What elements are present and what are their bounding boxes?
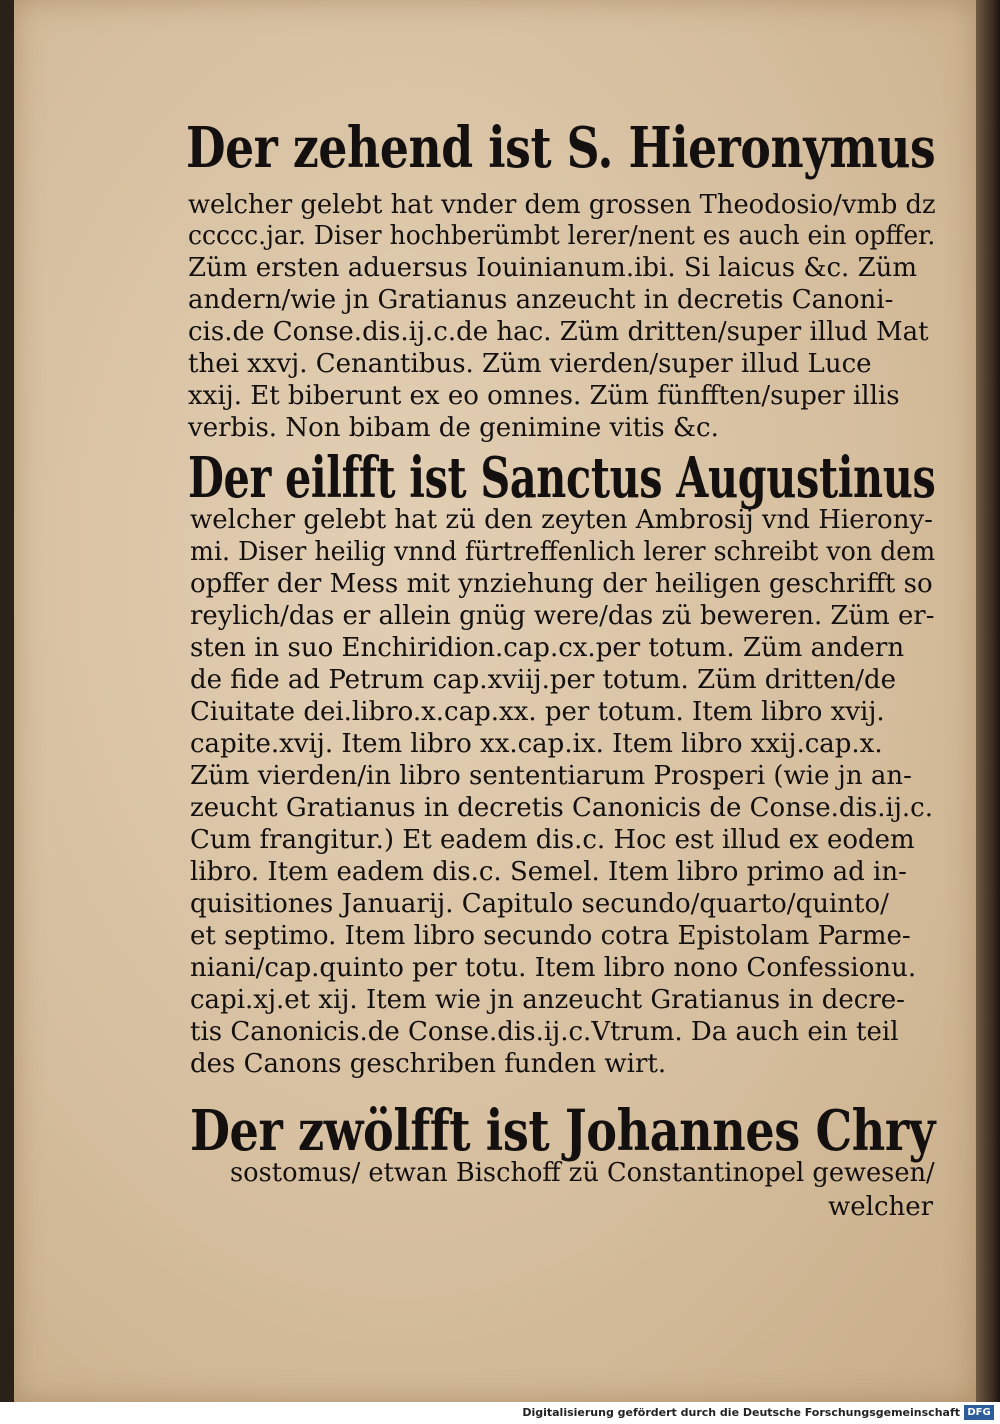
text-line: sostomus/ etwan Bischoff zü Constantinopel gewesen/ (230, 1158, 935, 1188)
text-line: xxij. Et biberunt ex eo omnes. Züm fünfften/super illis (188, 381, 900, 411)
text-line: Züm ersten aduersus Iouinianum.ibi. Si laicus &c. Züm (188, 253, 918, 283)
dfg-logo-icon: DFG (964, 1405, 994, 1420)
text-line: welcher gelebt hat vnder dem grossen Theodosio/vmb dz (188, 190, 936, 220)
text-line: sten in suo Enchiridion.cap.cx.per totum. Züm andern (190, 633, 905, 663)
text-line: niani/cap.quinto per totu. Item libro nono Confessionu. (190, 953, 917, 983)
text-line: tis Canonicis.de Conse.dis.ij.c.Vtrum. Da auch ein teil (190, 1017, 899, 1047)
text-line: opffer der Mess mit ynziehung der heiligen geschrifft so (190, 569, 933, 599)
text-line: capite.xvij. Item libro xx.cap.ix. Item libro xxij.cap.x. (190, 729, 883, 759)
text-line: reylich/das er allein gnüg were/das zü beweren. Züm er- (190, 601, 935, 631)
text-line: zeucht Gratianus in decretis Canonicis de Conse.dis.ij.c. (190, 793, 933, 823)
catchword: welcher (828, 1192, 934, 1222)
text-line: ccccc.jar. Diser hochberümbt lerer/nent es auch ein opffer. (188, 221, 936, 251)
section-heading: Der zwölfft ist Johannes Chry (190, 1098, 936, 1164)
text-line: Ciuitate dei.libro.x.cap.xx. per totum. Item libro xvij. (190, 697, 885, 727)
text-line: libro. Item eadem dis.c. Semel. Item libro primo ad in- (190, 857, 907, 887)
section-heading: Der zehend ist S. Hieronymus (186, 115, 936, 181)
text-line: Züm vierden/in libro sententiarum Prosperi (wie jn an- (190, 761, 912, 791)
text-line: et septimo. Item libro secundo cotra Epistolam Parme- (190, 921, 911, 951)
footer-bar (0, 1402, 1000, 1424)
text-line: cis.de Conse.dis.ij.c.de hac. Züm dritten/super illud Mat (188, 317, 929, 347)
text-line: verbis. Non bibam de genimine vitis &c. (188, 413, 719, 443)
text-line: thei xxvj. Cenantibus. Züm vierden/super illud Luce (188, 349, 872, 379)
section-heading: Der eilfft ist Sanctus Augustinus (188, 445, 936, 511)
text-line: de fide ad Petrum cap.xviij.per totum. Züm dritten/de (190, 665, 897, 695)
text-line: des Canons geschriben funden wirt. (190, 1049, 667, 1079)
text-line: capi.xj.et xij. Item wie jn anzeucht Gratianus in decre- (190, 985, 905, 1015)
text-line: welcher gelebt hat zü den zeyten Ambrosij vnd Hierony- (190, 505, 933, 535)
text-line: mi. Diser heilig vnnd fürtreffenlich lerer schreibt von dem (190, 537, 936, 567)
text-line: Cum frangitur.) Et eadem dis.c. Hoc est illud ex eodem (190, 825, 915, 855)
text-line: quisitiones Januarij. Capitulo secundo/quarto/quinto/ (190, 889, 889, 919)
footer-credit: Digitalisierung gefördert durch die Deutsche Forschungsgemeinschaft (522, 1406, 960, 1419)
text-line: andern/wie jn Gratianus anzeucht in decretis Canoni- (188, 285, 894, 315)
